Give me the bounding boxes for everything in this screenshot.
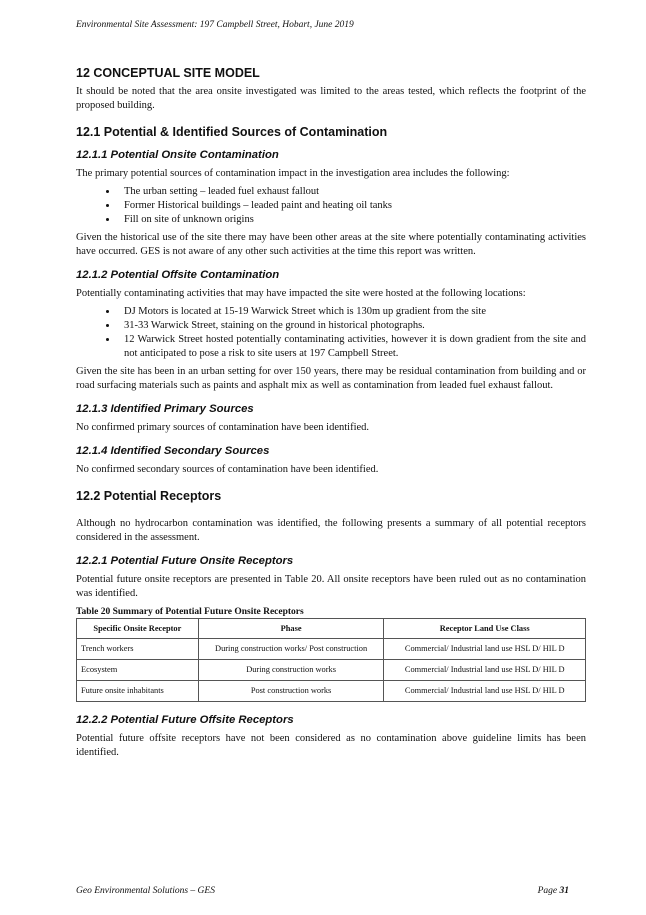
land-use-cell: Commercial/ Industrial land use HSL D/ HIL D	[384, 681, 586, 702]
section-12-1-4-text: No confirmed secondary sources of contamination have been identified.	[76, 464, 379, 475]
section-12-1-2-heading: 12.1.2 Potential Offsite Contamination	[76, 269, 280, 281]
phase-cell: During construction works/ Post construction	[198, 639, 384, 660]
running-header: Environmental Site Assessment: 197 Campbell Street, Hobart, June 2019	[76, 20, 354, 30]
table-row	[77, 681, 586, 702]
list-item: • DJ Motors is located at 15-19 Warwick Street which is 130m up gradient from the site	[118, 305, 586, 319]
page-label: Page	[537, 886, 560, 896]
section-12-heading: 12 CONCEPTUAL SITE MODEL	[76, 66, 260, 80]
receptor-cell: Future onsite inhabitants	[77, 681, 199, 702]
section-12-intro: It should be noted that the area onsite investigated was limited to the areas tested, which reflects the footprint of the proposed building.	[76, 86, 586, 111]
land-use-cell: Commercial/ Industrial land use HSL D/ HIL D	[384, 660, 586, 681]
phase-cell: During construction works	[198, 660, 384, 681]
section-12-1-3-text: No confirmed primary sources of contamination have been identified.	[76, 422, 370, 433]
section-12-2-intro: Although no hydrocarbon contamination was identified, the following presents a summary of all potential receptors considered in the assessment.	[76, 518, 586, 543]
list-item: • Fill on site of unknown origins	[118, 213, 586, 227]
section-12-1-1-heading: 12.1.1 Potential Onsite Contamination	[76, 149, 279, 161]
receptor-cell: Ecosystem	[77, 660, 199, 681]
table-20-caption: Table 20 Summary of Potential Future Onsite Receptors	[76, 607, 304, 617]
onsite-sources-list	[76, 185, 586, 227]
section-12-1-heading: 12.1 Potential & Identified Sources of Contamination	[76, 125, 388, 139]
section-12-2-heading: 12.2 Potential Receptors	[76, 489, 222, 503]
section-12-1-4-heading: 12.1.4 Identified Secondary Sources	[76, 445, 270, 457]
list-item: • Former Historical buildings – leaded paint and heating oil tanks	[118, 199, 586, 213]
section-12-1-1-intro: The primary potential sources of contamination impact in the investigation area includes the following:	[76, 168, 510, 179]
section-12-1-2-intro: Potentially contaminating activities that may have impacted the site were hosted at the following locations:	[76, 288, 526, 299]
column-header-phase: Phase	[198, 619, 384, 639]
receptor-cell: Trench workers	[77, 639, 199, 660]
section-12-1-3-heading: 12.1.3 Identified Primary Sources	[76, 403, 254, 415]
land-use-cell: Commercial/ Industrial land use HSL D/ HIL D	[384, 639, 586, 660]
running-footer	[76, 886, 569, 896]
list-item: • The urban setting – leaded fuel exhaust fallout	[118, 185, 586, 199]
list-item: • 31-33 Warwick Street, staining on the ground in historical photographs.	[118, 319, 586, 333]
onsite-receptors-table	[76, 618, 586, 702]
page-content	[76, 66, 586, 764]
offsite-sources-list	[76, 305, 586, 361]
section-12-2-2-text: Potential future offsite receptors have not been considered as no contamination above guideline limits has been identified.	[76, 733, 586, 758]
table-row	[77, 660, 586, 681]
column-header-land-use: Receptor Land Use Class	[384, 619, 586, 639]
section-12-1-2-outro: Given the site has been in an urban setting for over 150 years, there may be residual contamination from building and or road surfacing materials such as paints and asphalt mix as well as contamination from leaded fuel exhaust fallout.	[76, 366, 586, 391]
table-header-row	[77, 619, 586, 639]
section-12-2-1-heading: 12.2.1 Potential Future Onsite Receptors	[76, 555, 294, 567]
section-12-2-1-text: Potential future onsite receptors are presented in Table 20. All onsite receptors have been ruled out as no contamination was identified.	[76, 574, 586, 599]
phase-cell: Post construction works	[198, 681, 384, 702]
page-number-value: 31	[559, 886, 569, 896]
section-12-2-2-heading: 12.2.2 Potential Future Offsite Receptors	[76, 714, 294, 726]
footer-organisation: Geo Environmental Solutions – GES	[76, 886, 215, 896]
column-header-receptor: Specific Onsite Receptor	[77, 619, 199, 639]
table-row	[77, 639, 586, 660]
page-number	[538, 886, 569, 896]
list-item: • 12 Warwick Street hosted potentially contaminating activities, however it is down gradient from the site and not anticipated to pose a risk to site users at 197 Campbell Street.	[118, 333, 586, 361]
section-12-1-1-outro: Given the historical use of the site there may have been other areas at the site where potentially contaminating activities have occurred. GES is not aware of any other such activities at the time this report was written.	[76, 232, 586, 257]
